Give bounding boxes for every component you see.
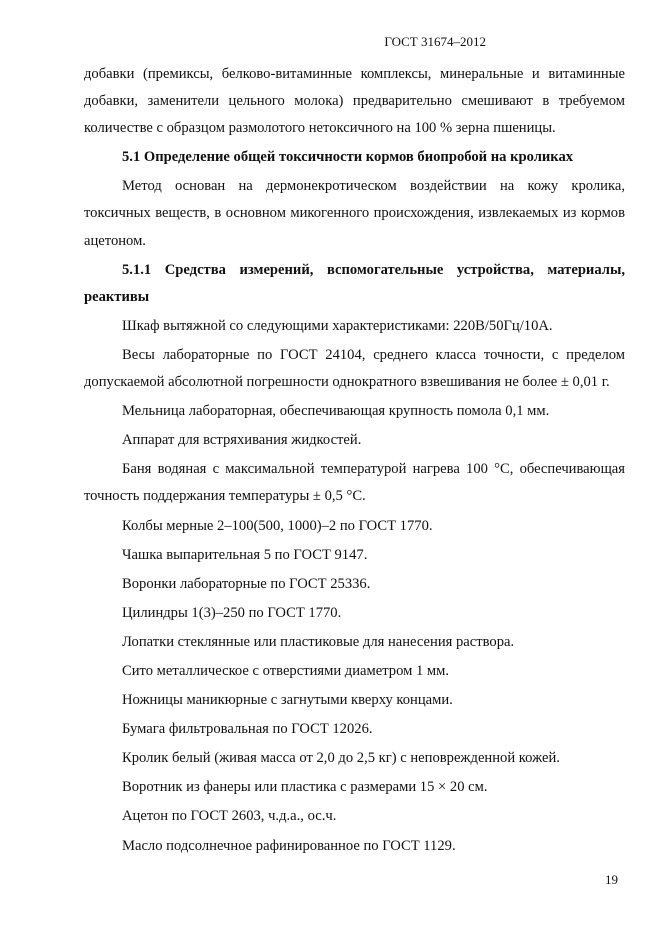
section-heading-5-1: 5.1 Определение общей токсичности кормов биопробой на кроликах	[122, 149, 574, 166]
list-item: Шкаф вытяжной со следующими характеристиками: 220В/50Гц/10А.	[122, 317, 553, 334]
list-item: Весы лабораторные по ГОСТ 24104, среднего класса точности, с пределом допускаемой абсолютной погрешности однократного взвешивания не более ± 0,01 г.	[84, 346, 625, 391]
list-item: Ацетон по ГОСТ 2603, ч.д.а., ос.ч.	[122, 808, 337, 825]
page-number: 19	[605, 872, 618, 887]
list-item: Колбы мерные 2–100(500, 1000)–2 по ГОСТ 1770.	[122, 517, 433, 534]
list-item: Масло подсолнечное рафинированное по ГОСТ 1129.	[122, 837, 456, 854]
list-item: Ножницы маникюрные с загнутыми кверху концами.	[122, 692, 453, 709]
list-item: Бумага фильтровальная по ГОСТ 12026.	[122, 721, 373, 738]
list-item: Мельница лабораторная, обеспечивающая крупность помола 0,1 мм.	[122, 403, 550, 420]
list-item: Лопатки стеклянные или пластиковые для нанесения раствора.	[122, 633, 515, 650]
list-item: Воронки лабораторные по ГОСТ 25336.	[122, 575, 371, 592]
list-item: Воротник из фанеры или пластика с размерами 15 × 20 см.	[122, 779, 488, 796]
document-header: ГОСТ 31674–2012	[384, 34, 486, 49]
subsection-heading-5-1-1: 5.1.1 Средства измерений, вспомогательные устройства, материалы, реактивы	[84, 261, 625, 305]
list-item: Цилиндры 1(3)–250 по ГОСТ 1770.	[122, 604, 342, 621]
list-item: Аппарат для встряхивания жидкостей.	[122, 432, 362, 449]
list-item: Баня водяная с максимальной температурой нагрева 100 °С, обеспечивающая точность поддержания температуры ± 0,5 °С.	[84, 461, 625, 505]
list-item: Сито металлическое с отверстиями диаметром 1 мм.	[122, 662, 450, 679]
page-body	[84, 61, 625, 862]
list-item: Чашка выпарительная 5 по ГОСТ 9147.	[122, 546, 368, 563]
list-item: Кролик белый (живая масса от 2,0 до 2,5 кг) с неповрежденной кожей.	[122, 750, 560, 767]
paragraph-continuation: добавки (премиксы, белково-витаминные комплексы, минеральные и витаминные добавки, заменители цельного молока) предварительно смешивают в требуемом количестве с образцом размолотого нетоксичного на 100 % зерна пшеницы.	[84, 66, 625, 137]
method-description: Метод основан на дермонекротическом воздействии на кожу кролика, токсичных веществ, в основном микогенного происхождения, извлекаемых из кормов ацетоном.	[84, 178, 625, 249]
